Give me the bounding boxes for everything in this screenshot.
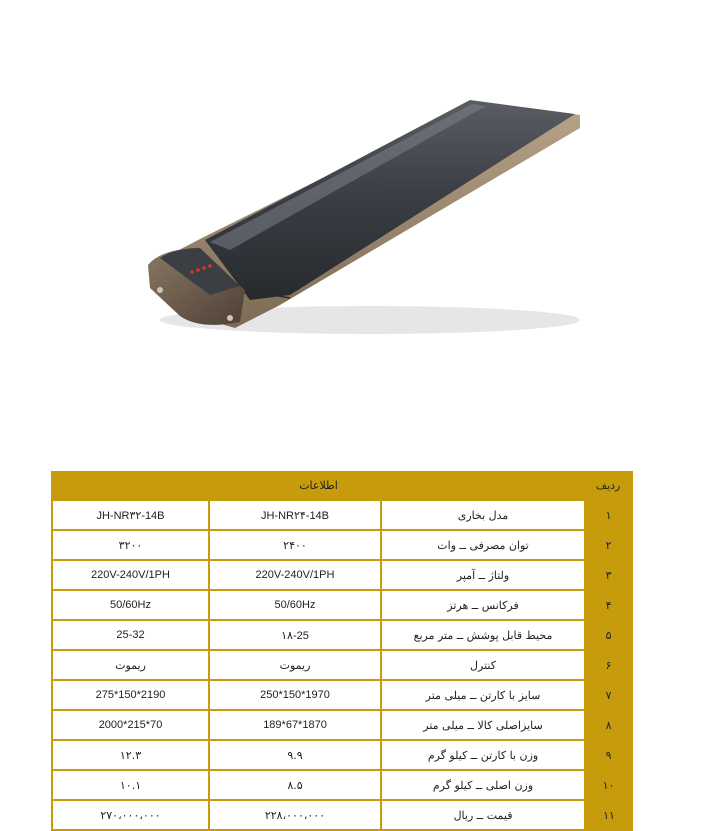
row-number: ۹ (585, 740, 632, 770)
row-number: ۴ (585, 590, 632, 620)
table-row (52, 740, 632, 770)
row-number: ۱۰ (585, 770, 632, 800)
spec-label: سایزاصلی کالا ــ میلی متر (381, 710, 585, 740)
table-row (52, 530, 632, 560)
spec-label: وزن با کارتن ــ کیلو گرم (381, 740, 585, 770)
table-row (52, 770, 632, 800)
spec-label: مدل بخاری (381, 500, 585, 530)
model-24-value: ۲۴۰۰ (209, 530, 381, 560)
header-row-number: ردیف (595, 479, 621, 492)
table-row (52, 620, 632, 650)
spec-label: محیط قابل پوشش ــ متر مربع (381, 620, 585, 650)
table-header-row (52, 471, 632, 500)
heater-product-image (140, 90, 585, 350)
row-number: ۵ (585, 620, 632, 650)
row-number: ۷ (585, 680, 632, 710)
model-24-value: ۱۸-25 (209, 620, 381, 650)
model-32-value: ۱۲.۳ (52, 740, 209, 770)
model-32-value: 50/60Hz (52, 590, 209, 620)
row-number: ۱ (585, 500, 632, 530)
model-32-value: 275*150*2190 (52, 680, 209, 710)
table-row (52, 680, 632, 710)
model-24-value: 250*150*1970 (209, 680, 381, 710)
table-row (52, 590, 632, 620)
table-row (52, 650, 632, 680)
table-row (52, 800, 632, 830)
model-24-value: JH-NR۲۴-14B (209, 500, 381, 530)
row-number: ۶ (585, 650, 632, 680)
spec-label: فرکانس ــ هرتز (381, 590, 585, 620)
spec-label: توان مصرفی ــ وات (381, 530, 585, 560)
model-32-value: ۲۷۰،۰۰۰،۰۰۰ (52, 800, 209, 830)
model-32-value: 2000*215*70 (52, 710, 209, 740)
spec-label: وزن اصلی ــ کیلو گرم (381, 770, 585, 800)
spec-label: ولتاژ ــ آمپر (381, 560, 585, 590)
row-number: ۲ (585, 530, 632, 560)
model-32-value: ریموت (52, 650, 209, 680)
model-32-value: ۱۰.۱ (52, 770, 209, 800)
model-32-value: 25-32 (52, 620, 209, 650)
table-row (52, 500, 632, 530)
header-info: اطلاعات (299, 478, 338, 492)
model-24-value: 50/60Hz (209, 590, 381, 620)
row-number: ۳ (585, 560, 632, 590)
model-32-value: 220V-240V/1PH (52, 560, 209, 590)
model-24-value: 189*67*1870 (209, 710, 381, 740)
model-24-value: ۸.۵ (209, 770, 381, 800)
model-24-value: ۹.۹ (209, 740, 381, 770)
table-row (52, 560, 632, 590)
model-32-value: ۳۲۰۰ (52, 530, 209, 560)
spec-label: سایز با کارتن ــ میلی متر (381, 680, 585, 710)
model-24-value: 220V-240V/1PH (209, 560, 381, 590)
model-32-value: JH-NR۳۲-14B (52, 500, 209, 530)
spec-label: کنترل (381, 650, 585, 680)
model-24-value: ریموت (209, 650, 381, 680)
row-number: ۱۱ (585, 800, 632, 830)
row-number: ۸ (585, 710, 632, 740)
table-row (52, 710, 632, 740)
spec-label: قیمت ــ ریال (381, 800, 585, 830)
model-24-value: ۲۲۸،۰۰۰،۰۰۰ (209, 800, 381, 830)
spec-table (51, 471, 633, 831)
